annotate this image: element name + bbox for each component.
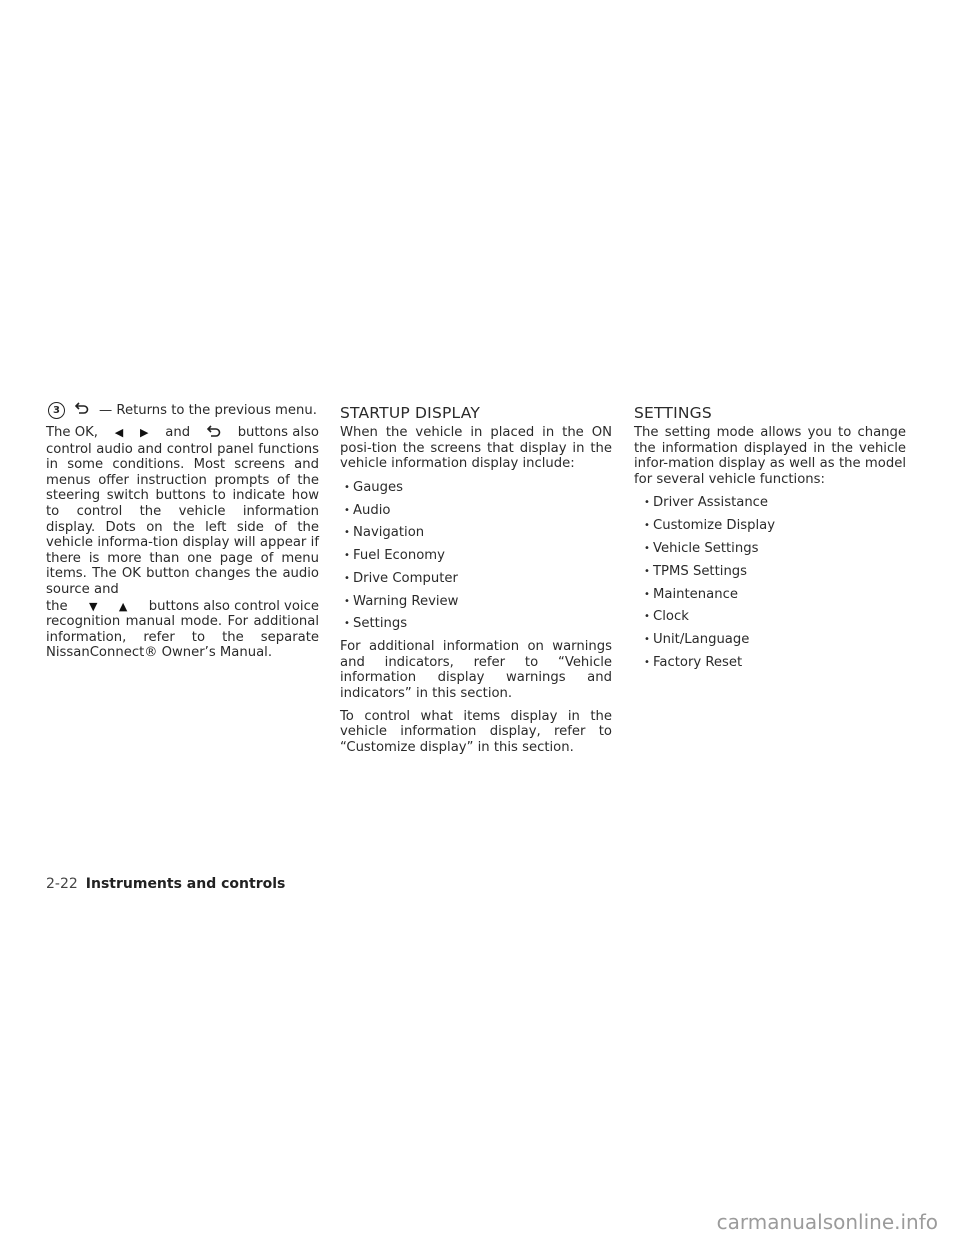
back-arrow-icon — [207, 425, 221, 442]
list-item: • Drive Computer — [340, 571, 612, 587]
number-3-circle-icon: 3 — [48, 402, 65, 419]
list-item: • Driver Assistance — [640, 495, 906, 511]
page-footer — [46, 876, 285, 892]
paragraph-warnings: For additional information on warnings and indicators, refer to “Vehicle information display warnings and indicators” in this section. — [340, 639, 612, 702]
paragraph-controls: control audio and control panel functions in some conditions. Most screens and menus offer instruction prompts of the steering switch buttons to indicate how to control the vehicle information display. Dots on the left side of the vehicle informa-tion display will appear if there is more than one page of menu items. The OK button changes the audio source and — [46, 441, 319, 597]
item-3-text: — Returns to the previous menu. — [99, 402, 317, 418]
item-3-row — [46, 402, 319, 419]
list-item: • Gauges — [340, 480, 612, 496]
text-and: and — [165, 425, 191, 440]
back-arrow-icon — [75, 402, 89, 419]
list-item: • Warning Review — [340, 594, 612, 610]
list-item: • Audio — [340, 503, 612, 519]
list-item: • Settings — [340, 616, 612, 632]
list-item: • Unit/Language — [640, 632, 906, 648]
heading-settings: SETTINGS — [634, 404, 712, 422]
voice-buttons-line — [46, 599, 319, 615]
list-item: • Clock — [640, 609, 906, 625]
startup-intro: When the vehicle in placed in the ON posi-tion the screens that display in the vehicle information display include: — [340, 425, 612, 472]
text-the: the — [46, 598, 68, 614]
list-item: • Vehicle Settings — [640, 541, 906, 557]
down-triangle-icon: ▼ — [89, 599, 98, 613]
heading-startup-display: STARTUP DISPLAY — [340, 404, 480, 422]
list-item: • Factory Reset — [640, 655, 906, 671]
list-item: • TPMS Settings — [640, 564, 906, 580]
up-triangle-icon: ▲ — [118, 599, 128, 613]
text-the-ok: The OK, — [46, 425, 98, 440]
paragraph-customize: To control what items display in the vehicle information display, refer to “Customize display” in this section. — [340, 708, 612, 755]
text-buttons-also: buttons also — [237, 425, 319, 440]
page-number: 2-22 — [46, 876, 78, 892]
settings-list — [634, 495, 906, 670]
watermark-link[interactable]: carmanualsonline.info — [716, 1210, 938, 1234]
paragraph-voice: recognition manual mode. For additional information, refer to the separate NissanConnect® Owner’s Manual. — [46, 614, 319, 661]
list-item: • Customize Display — [640, 518, 906, 534]
startup-list — [340, 480, 612, 632]
left-triangle-icon: ◀ — [114, 426, 124, 439]
text-buttons-control-voice: buttons also control voice — [148, 598, 319, 614]
section-title: Instruments and controls — [85, 876, 286, 892]
list-item: • Navigation — [340, 525, 612, 541]
list-item: • Maintenance — [640, 587, 906, 603]
list-item: • Fuel Economy — [340, 548, 612, 564]
right-triangle-icon: ▶ — [140, 426, 149, 439]
column-3 — [634, 402, 906, 678]
column-2 — [340, 402, 612, 762]
column-1 — [46, 402, 319, 668]
buttons-line — [46, 425, 319, 442]
settings-intro: The setting mode allows you to change the information displayed in the vehicle infor-mation display as well as the model for several vehicle functions: — [634, 425, 906, 487]
